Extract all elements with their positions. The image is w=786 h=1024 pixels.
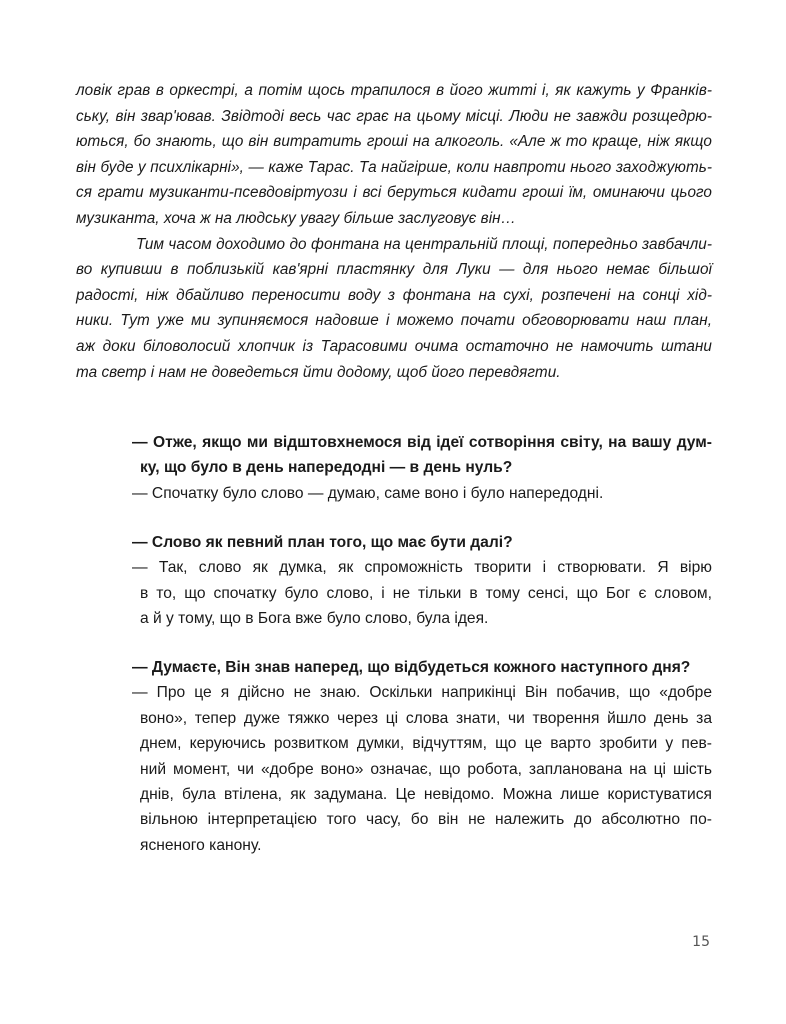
interview-exchange — [132, 655, 712, 858]
question-line: — Думаєте, Він знав наперед, що відбудеться кожного наступного дня? — [132, 659, 691, 676]
narrative-line: радості, ніж дбайливо переносити воду з фонтана на сухі, розпечені на сонці хід- — [76, 286, 712, 304]
narrative-line: ники. Тут уже ми зупиняємося надовше і можемо почати обговорювати наш план, — [76, 312, 712, 330]
answer-line: днів, була втілена, як задумана. Це невідомо. Можна лише користуватися — [140, 785, 712, 803]
answer-line: вільною інтерпретацією того часу, бо він не належить до абсолютно по- — [140, 811, 712, 829]
interview-exchange — [132, 530, 712, 632]
answer-line: днем, керуючись розвитком думки, відчуттям, що це варто зробити у пев- — [140, 735, 712, 753]
answer-line: а й у тому, що в Бога вже було слово, була ідея. — [140, 610, 489, 628]
narrative-line: ються, бо знають, що він витратить гроші на алкоголь. «Але ж то краще, ніж якщо — [76, 133, 712, 151]
question-line: ку, що було в день напередодні — в день нуль? — [140, 459, 513, 477]
answer-line: в то, що спочатку було слово, і не тільки в тому сенсі, що Бог є словом, — [140, 584, 712, 602]
answer-line: ний момент, чи «добре воно» означає, що робота, запланована на ці шість — [140, 760, 712, 778]
page-number: 15 — [692, 934, 710, 950]
narrative-line: аж доки біловолосий хлопчик із Тарасовими очима остаточно не намочить штани — [76, 337, 712, 355]
narrative-paragraphs — [76, 78, 712, 385]
answer-line: ясненого канону. — [140, 836, 262, 854]
narrative-line: ловік грав в оркестрі, а потім щось трапилося в його житті і, як кажуть у Франків- — [76, 82, 712, 99]
narrative-line: та светр і нам не доведеться йти додому, щоб його перевдягти. — [76, 363, 561, 381]
question-line: — Слово як певний план того, що має бути далі? — [132, 534, 513, 551]
narrative-line: Тим часом доходимо до фонтана на центральній площі, попередньо завбачли- — [136, 235, 712, 253]
narrative-line: ся грати музиканти-псевдовіртуози і всі беруться кидати гроші їм, оминаючи цього — [76, 184, 712, 202]
answer-line: — Про це я дійсно не знаю. Оскільки наприкінці Він побачив, що «добре — [132, 684, 712, 702]
answer-line: воно», тепер дуже тяжко через ці слова знати, чи творення йшло день за — [140, 709, 712, 727]
narrative-line: він буде у психлікарні», — каже Тарас. Та найгірше, коли навпроти нього заходжують- — [76, 158, 712, 176]
interview-exchange — [132, 430, 712, 506]
narrative-line: музиканта, хоча ж на людську увагу більше заслуговує він… — [76, 209, 516, 227]
narrative-line: во купивши в поблизькій кав'ярні пластянку для Луки — для нього немає більшої — [76, 261, 712, 279]
answer-line: — Спочатку було слово — думаю, саме воно і було напередодні. — [132, 484, 604, 502]
narrative-line: ську, він звар'ював. Звідтоді весь час грає на цьому місці. Люди не завжди розщедрю- — [76, 107, 712, 125]
answer-line: — Так, слово як думка, як спроможність творити і створювати. Я вірю — [132, 559, 712, 577]
question-line: — Отже, якщо ми відштовхнемося від ідеї сотворіння світу, на вашу дум- — [132, 434, 712, 451]
